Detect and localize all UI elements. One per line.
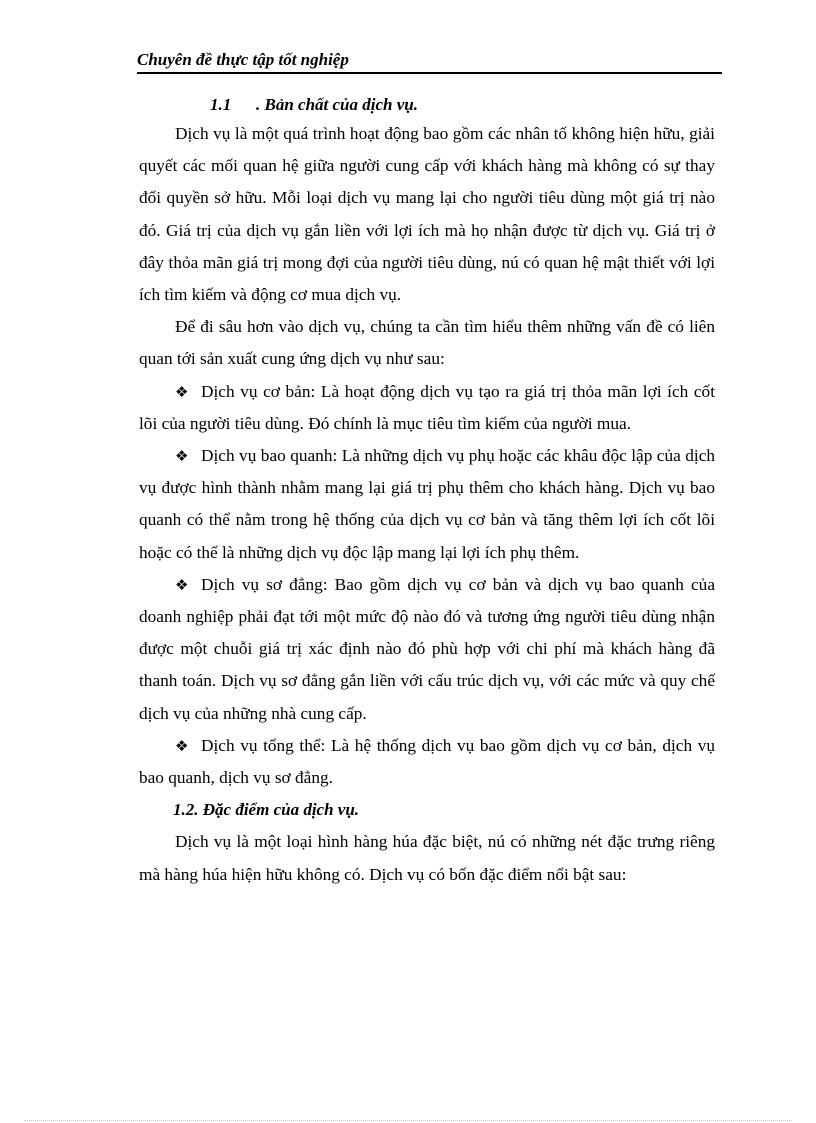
section-number: 1.1 — [210, 95, 232, 114]
section-heading-1-1 — [139, 92, 715, 118]
bullet-diamond-icon: ❖ — [175, 382, 189, 401]
list-item-text: Dịch vụ sơ đẳng: Bao gồm dịch vụ cơ bản và dịch vụ bao quanh của doanh nghiệp phải đạt tới một mức độ nào đó và tương ứng người tiêu dùng nhận được một chuỗi giá trị xác định nào đó phù hợp với chi phí mà khách hàng đã thanh toán. Dịch vụ sơ đẳng gắn liền với cấu trúc dịch vụ, với các mức và quy chế dịch vụ của những nhà cung cấp. — [139, 574, 715, 723]
header-title: Chuyên đề thực tập tốt nghiệp — [137, 50, 349, 69]
list-item-text: Dịch vụ bao quanh: Là những dịch vụ phụ hoặc các khâu độc lập của dịch vụ được hình thành nhằm mang lại giá trị phụ thêm cho khách hàng. Dịch vụ bao quanh có thể nằm trong hệ thống của dịch vụ cơ bản và tăng thêm lợi ích cốt lõi hoặc có thể là những dịch vụ độc lập mang lại lợi ích phụ thêm. — [139, 446, 715, 562]
page-body — [139, 92, 715, 891]
list-item-surrounding-service — [139, 440, 715, 569]
list-item-text: Dịch vụ tổng thể: Là hệ thống dịch vụ bao gồm dịch vụ cơ bản, dịch vụ bao quanh, dịch vụ sơ đẳng. — [139, 735, 715, 788]
list-item-elementary-service — [139, 569, 715, 730]
list-item-text: Dịch vụ cơ bản: Là hoạt động dịch vụ tạo ra giá trị thỏa mãn lợi ích cốt lõi của người tiêu dùng. Đó chính là mục tiêu tìm kiếm của người mua. — [139, 381, 715, 433]
paragraph-characteristics: Dịch vụ là một loại hình hàng húa đặc biệt, nú có những nét đặc trưng riêng mà hàng húa hiện hữu không có. Dịch vụ có bốn đặc điểm nổi bật sau: — [139, 832, 715, 884]
paragraph-definition: Dịch vụ là một quá trình hoạt động bao gồm các nhân tố không hiện hữu, giải quyết các mối quan hệ giữa người cung cấp với khách hàng mà không có sự thay đổi quyền sở hữu. Mỗi loại dịch vụ mang lại cho người tiêu dùng một giá trị nào đó. Giá trị của dịch vụ gắn liền với lợi ích mà họ nhận được từ dịch vụ. Giá trị ở đây thỏa mãn giá trị mong đợi của người tiêu dùng, nú có quan hệ mật thiết với lợi ích tìm kiếm và động cơ mua dịch vụ. — [139, 124, 715, 305]
section-heading-1-2: 1.2. Đặc điểm của dịch vụ. — [173, 800, 360, 820]
page-bottom-divider — [24, 1120, 792, 1121]
list-item-overall-service — [139, 730, 715, 794]
bullet-diamond-icon: ❖ — [175, 575, 189, 594]
page-header — [137, 50, 722, 74]
section-title: . Bản chất của dịch vụ. — [256, 95, 418, 114]
bullet-diamond-icon: ❖ — [175, 736, 189, 755]
list-item-basic-service — [139, 376, 715, 440]
paragraph-intro-list: Để đi sâu hơn vào dịch vụ, chúng ta cần tìm hiểu thêm những vấn đề có liên quan tới sản xuất cung ứng dịch vụ như sau: — [139, 317, 715, 369]
bullet-diamond-icon: ❖ — [175, 447, 189, 466]
